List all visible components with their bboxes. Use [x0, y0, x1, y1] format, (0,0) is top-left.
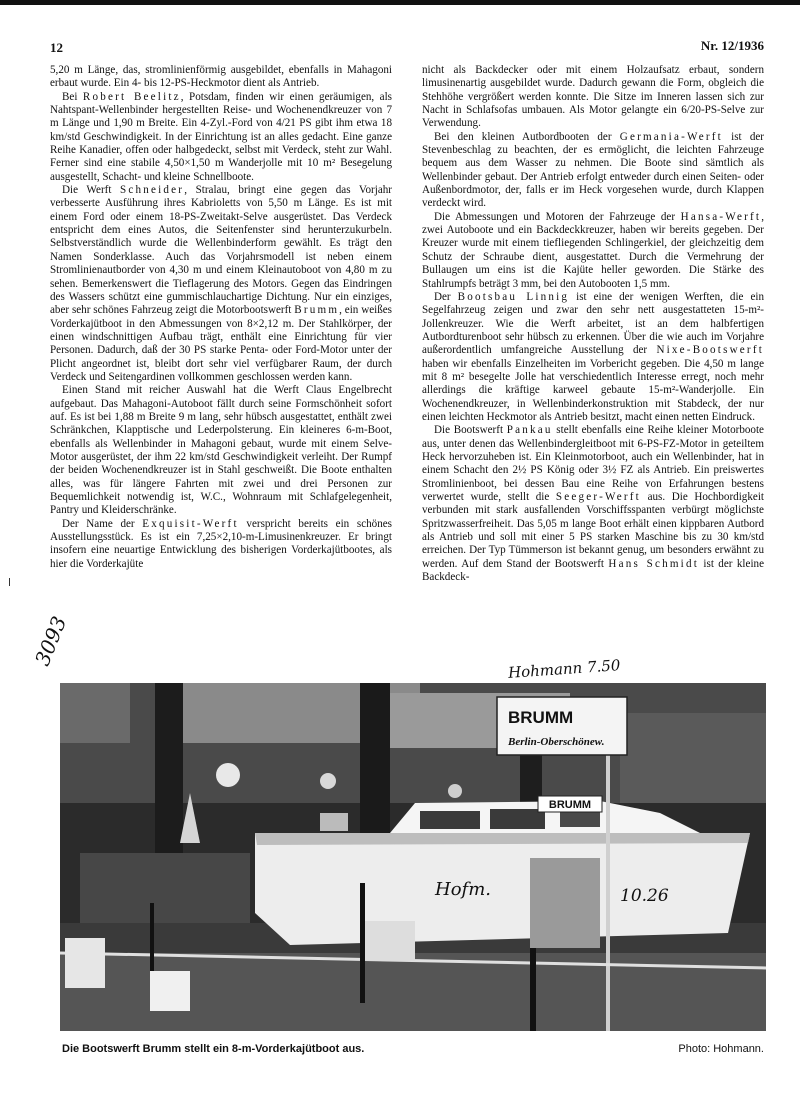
company-name: Hansa-Werft	[680, 210, 762, 223]
company-name: Pankau	[506, 424, 553, 437]
paragraph: Bei den kleinen Autbordbooten der Germania-Werft ist der Stevenbeschlag zu beachten, der es ermöglicht, die leichten Fahrzeuge bequem aus dem Wasser zu nehmen. Die Boote sind sämtlich als Wellenbinder gebaut. Der Antrieb erfolgt entweder durch einen Seiten- oder Außenbordmotor, der, falls er im Heck vorgesehen wurde, durch Klappen verdeckt wird.	[422, 130, 764, 210]
company-name: Schneider	[120, 184, 185, 197]
paragraph: Der Bootsbau Linnig ist eine der wenigen Werften, die ein Segelfahrzeug zeigen und zwar den sehr nett ausgestatteten 15-m²-Jollenkreuzer. Wie die Werft arbeitet, ist an dem halbfertigen Autbordturenboot sehr hübsch zu erkennen. Über die wie auch im Vorjahre außerordentlich umfangreiche Ausstellung der Nixe-Bootswerft haben wir ebenfalls Einzelheiten im Vorbericht gegeben. Die 4,50 m lange mit 8 m² besegelte Jolle hat verschiedentlich Interesse erregt, noch mehr allerdings die kräftige karweel gebaute 15-m²-Wanderjolle. Ein Wochenendkreuzer, in Wellenbinderkonstruktion mit Stabdeck, der nur einen leichten Heckmotor als Antrieb besitzt, macht einen netten Eindruck.	[422, 290, 765, 423]
photo-caption: Die Bootswerft Brumm stellt ein 8-m-Vorderkajütboot aus.	[62, 1043, 365, 1055]
issue-number: Nr. 12/1936	[700, 38, 764, 53]
margin-mark	[9, 578, 10, 586]
company-name: Nixe-Bootswerft	[656, 344, 764, 357]
company-name: Exquisit-Werft	[142, 517, 239, 530]
paragraph: 5,20 m Länge, das, stromlinienförmig ausgebildet, ebenfalls in Mahagoni erbaut wurde. Ein 4- bis 12-PS-Heckmotor dient als Antrieb.	[50, 64, 392, 90]
company-name: Brumm	[294, 304, 340, 317]
price-marking: 10.26	[620, 886, 669, 906]
paragraph: nicht als Backdecker oder mit einem Holzaufsatz erbaut, sondern limusinenartig ausgebildet wurde. Dadurch gewann die Form, obgleich die Stehhöhe vergrößert werden konnte. Die Sitze im Inneren lassen sich zur Nacht in Schlafsofas umbauen. Als Motor gelangte ein 6/20-PS-Selve zur Verwendung.	[422, 64, 764, 130]
page-number: 12	[50, 40, 63, 55]
left-text-column	[50, 64, 392, 571]
paragraph: Die Bootswerft Pankau stellt ebenfalls eine Reihe kleiner Motorboote aus, unter denen das Wellenbindergleitboot mit 6-PS-FZ-Motor in geteiltem Heck hervorzuheben ist. Ein Kleinmotorboot, auch ein Wellenbinder, hat in einem Schacht den 2½ PS König oder 3½ FZ als Antrieb. Ein preiswertes Stromlinienboot, bei dessen Bau eine Reihe von Erfahrungen bestens verwertet wurde, stellt die Seeger-Werft aus. Die Hochbordigkeit verbunden mit stark ausfallenden Vorschiffsspanten verbürgt möglichste Spritzwasserfreiheit. Das 5,05 m lange Boot erhält einen kippbaren Autbord als Antrieb und soll mit einer 5 PS starken Maschine bis zu 30 km/std erreichen. Der Typ Tümmerson ist bekannt genug, um besonders erwähnt zu werden. Auf dem Stand der Bootswerft Hans Schmidt ist der kleine Backdeck-	[422, 424, 764, 584]
company-name: Robert Beelitz	[82, 90, 181, 103]
sign-brumm: BRUMM	[508, 708, 574, 727]
boat-name: BRUMM	[548, 799, 592, 811]
handwritten-credit: Hohmann 7.50	[507, 656, 621, 682]
exhibition-photo	[60, 683, 766, 1031]
paragraph: Der Name der Exquisit-Werft verspricht bereits ein schönes Ausstellungsstück. Es ist ein 7,25×2,10-m-Limusinenkreuzer. Er bringt insofern eine neuartige Entwicklung des bisherigen Vorderkajütbootes, als hier die Vorderkajüte	[50, 517, 392, 570]
handwritten-number: 3093	[30, 612, 72, 669]
paragraph: Einen Stand mit reicher Auswahl hat die Werft Claus Engelbrecht aufgebaut. Das Mahagoni-Autoboot fällt durch seine Formschönheit sofort auf. Es ist bei 1,88 m Breite 9 m lang, sehr hübsch ausgestattet, enthält zwei Schränkchen, Klapptische und Lederpolsterung. Ein kleineres 6-m-Boot, ebenfalls als Wellenbinder in Mahagoni gebaut, wurde mit einem Selve-Motor ausgerüstet, der ihm 22 km/std Geschwindigkeit verleiht. Der Rumpf der beiden Wochenendkreuzer ist in Stahl geschweißt. Die Boote enthalten alles, was für längere Fahrten mit zwei und drei Personen zur Bequemlichkeit notwendig ist, W.C., Wohnraum mit Schlafgelegenheit, Pantry und Kleiderschränke.	[50, 384, 392, 517]
paragraph: Die Werft Schneider, Stralau, bringt eine gegen das Vorjahr verbesserte Ausführung ihres Kabrioletts von 5,50 m Länge. Es ist mit einem Ford oder einem 18-PS-Zweitakt-Selve ausgerüstet. Das Verdeck entspricht dem eines Autos, die Seitenfenster sind herunterzukurbeln. Selbstverständlich wurde die Wellenbinderform gewählt. Es trägt den Namen Sonderklasse. Auch das Vorjahrsmodell ist neben einem Stromlinienautborder von 4,30 m und einem Kleinautoboot von 4,80 m zu sehen. Bemerkenswert die Tieflagerung des Motors. Gegen das Eindringen des Wassers schützt eine gummischlauchartige Dichtung. Nur ein einziges, aber sehr schönes Fahrzeug zeigt die Motorbootswerft Brumm, ein weißes Vorderkajütboot in den Abmessungen von 8×2,12 m. Der Stahlkörper, der einen windschnittigen Aufbau trägt, enthält eine Einrichtung für vier Personen. Dadurch, daß der 30 PS starke Penta- oder Ford-Motor unter der Plicht angeordnet ist, bleibt dort sehr viel verfügbarer Raum, der durch Verdeck und Seitengardinen vollkommen geschlossen werden kann.	[50, 184, 392, 383]
top-border-rule	[0, 0, 800, 5]
company-name: Hans Schmidt	[608, 557, 699, 570]
hull-handwriting: Hofm.	[435, 879, 491, 900]
company-name: Bootsbau Linnig	[457, 290, 570, 303]
company-name: Seeger-Werft	[555, 491, 641, 503]
company-name: Germania-Werft	[619, 130, 723, 143]
paragraph: Bei Robert Beelitz, Potsdam, finden wir einen geräumigen, als Nahtspant-Wellenbinder hergestellten Reise- und Wochenendkreuzer von 7 m Länge und 1,90 m Breite. Ein 4-Zyl.-Ford von 4/21 PS gibt ihm etwa 18 km/std Geschwindigkeit. In der Einrichtung ist an alles gedacht. Eine ganze Reihe Kanadier, offen oder halbgedeckt, selbst mit Verdeck, steht zur Wahl. Ferner sind eine stabile 4,50×1,50 m Wanderjolle mit 10 m² Besegelung ausgestellt, Schacht- und kleine Schnellboote.	[50, 90, 392, 183]
sign-location: Berlin-Oberschönew.	[508, 736, 605, 748]
paragraph: Die Abmessungen und Motoren der Fahrzeuge der Hansa-Werft, zwei Autoboote und ein Backdeckkreuzer, haben wir bereits gegeben. Der Kreuzer wurde mit einem tiefliegenden Schlingerkiel, der gleichzeitig dem Schutz der Schraube dient, ausgestattet. Durch die Vermehrung der Bullaugen um eins ist die Kajüte heller geworden. Die Stärke des Stahlrumpfs beträgt 3 mm, bei den Autobooten 1,5 mm.	[422, 210, 764, 290]
photo-credit: Photo: Hohmann.	[678, 1043, 764, 1055]
right-text-column	[422, 64, 764, 584]
